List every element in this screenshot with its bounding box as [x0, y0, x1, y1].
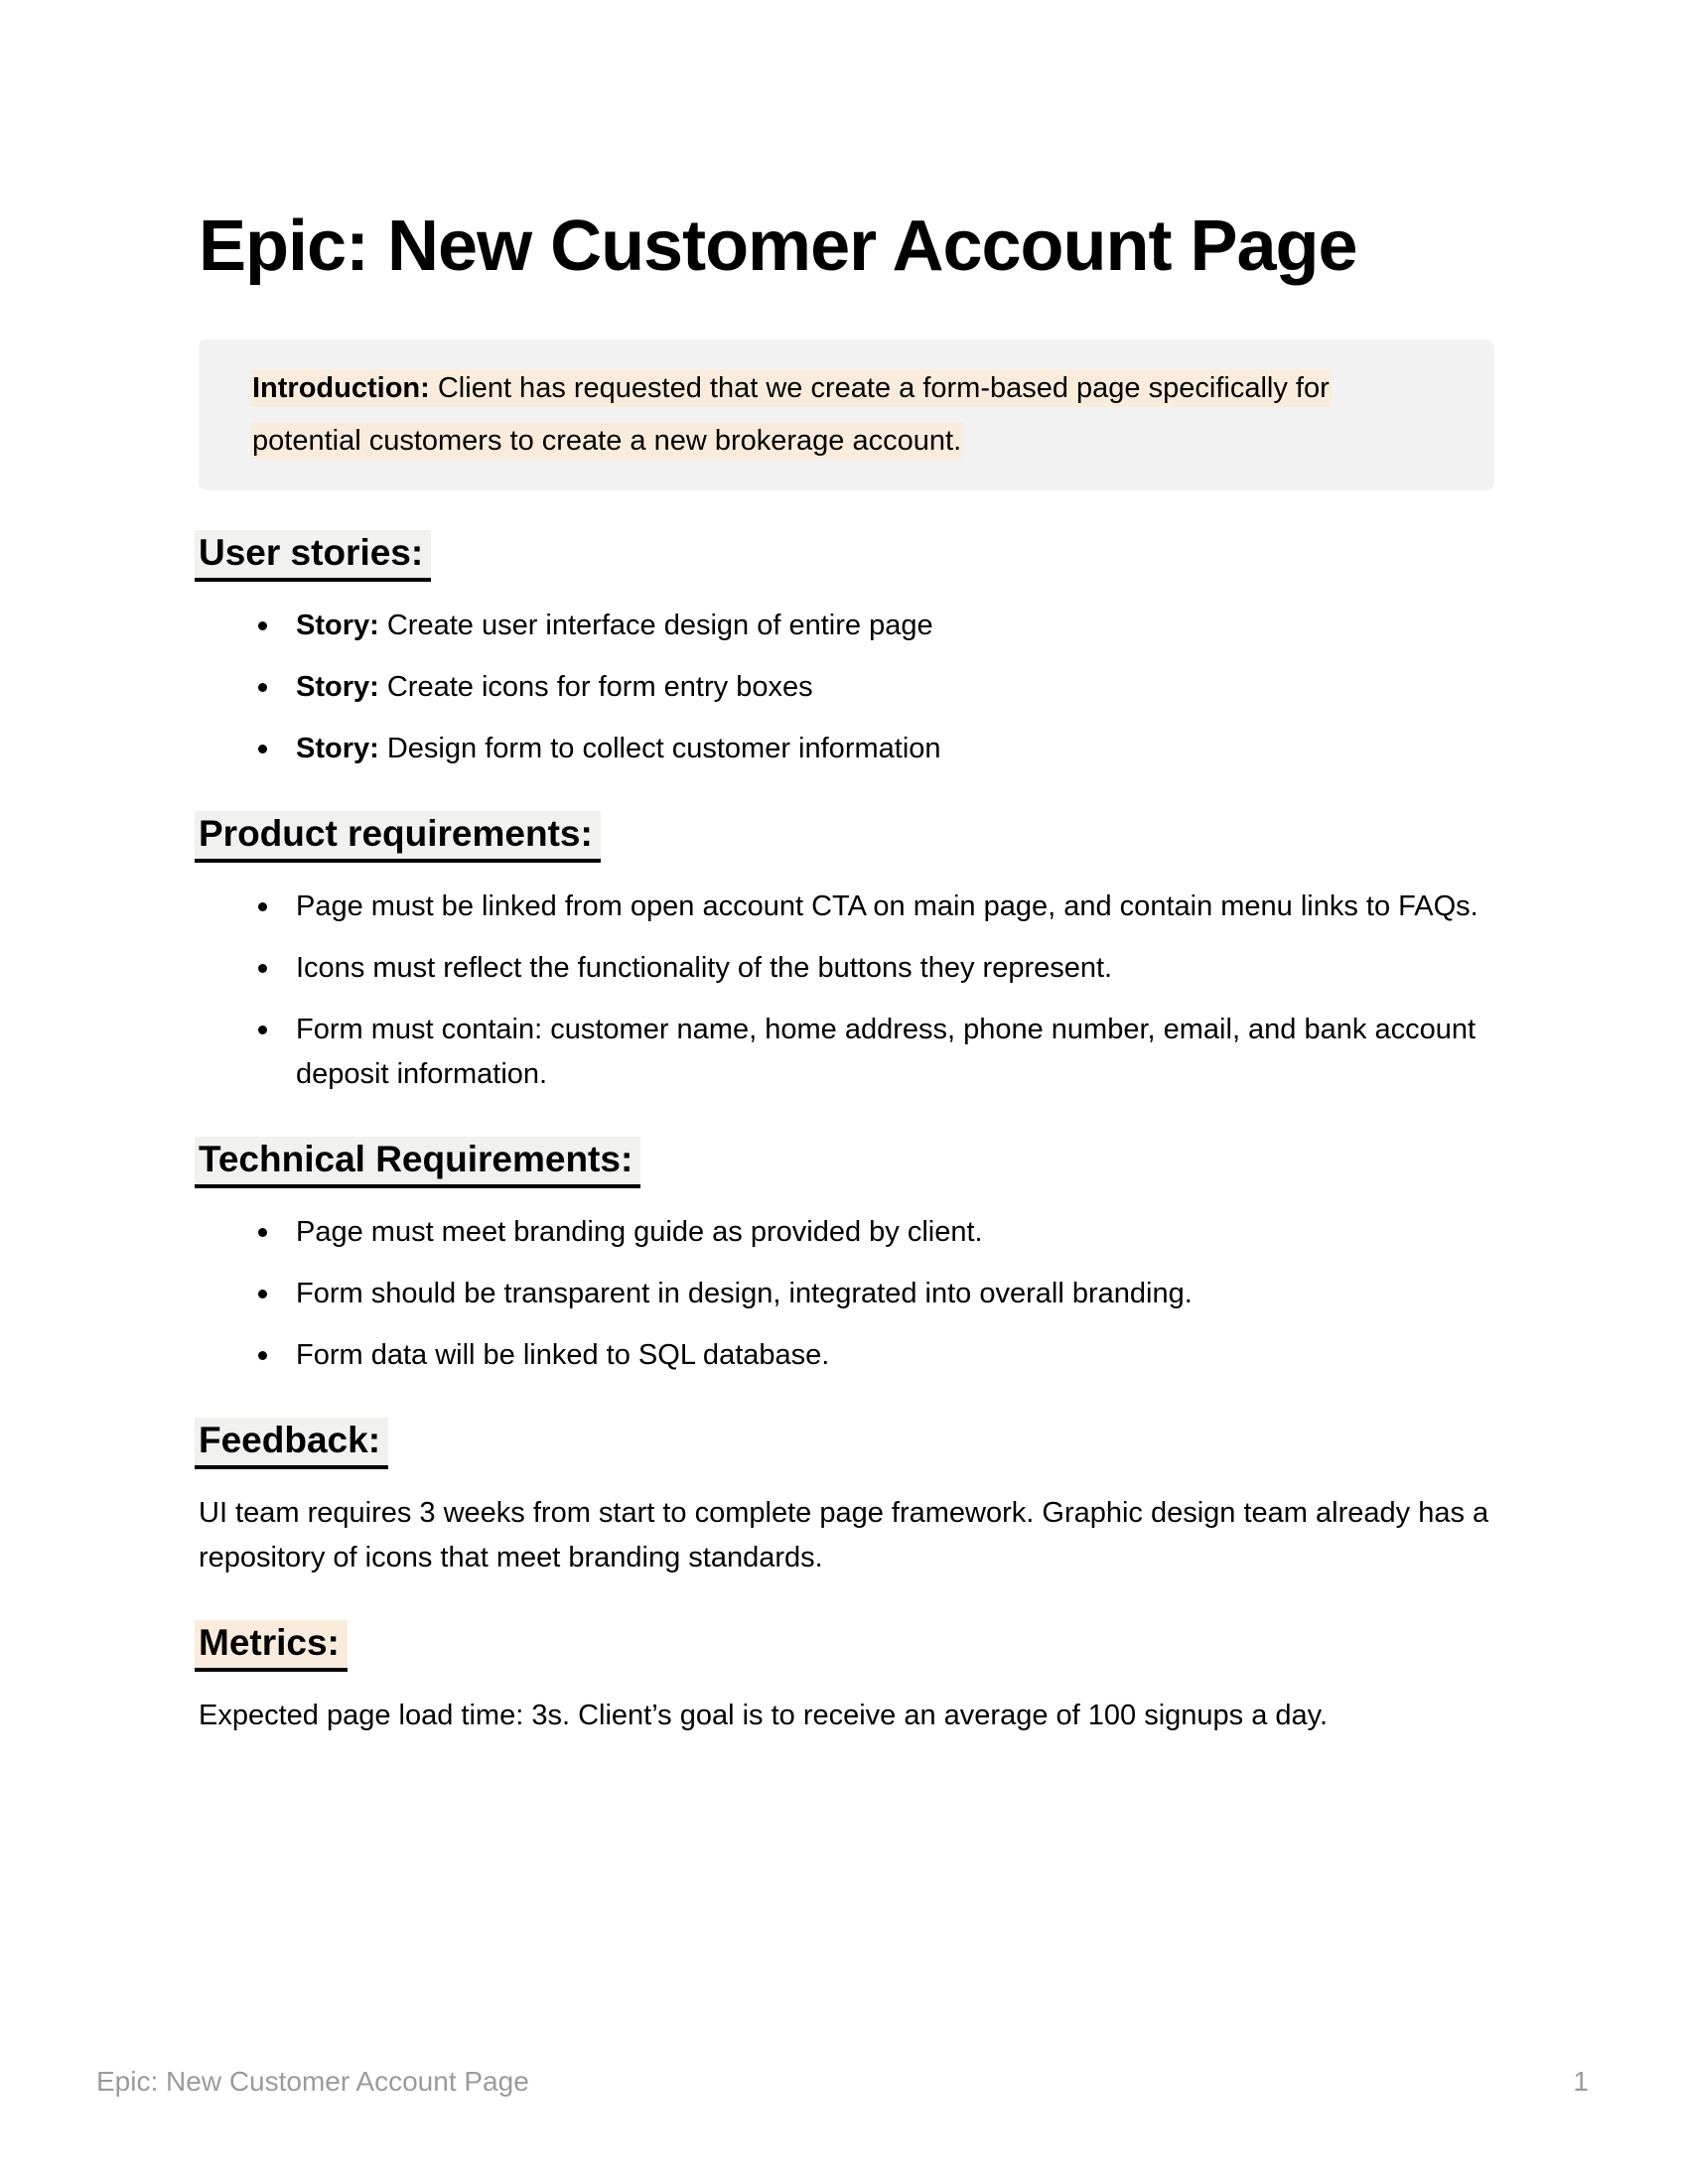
section-heading-user-stories: User stories: — [199, 530, 1494, 582]
page-footer — [96, 2065, 1589, 2099]
metrics-paragraph: Expected page load time: 3s. Client’s goal is to receive an average of 100 signups a day. — [199, 1700, 1329, 1731]
page-title: Epic: New Customer Account Page — [199, 206, 1357, 286]
list-item — [199, 885, 1494, 929]
list-item — [199, 1272, 1494, 1316]
item-label: Story: — [296, 610, 379, 641]
intro-callout — [199, 340, 1494, 490]
footer-page-number: 1 — [1573, 2066, 1589, 2097]
feedback-paragraph: UI team requires 3 weeks from start to complete page framework. Graphic design team already has a repository of icons that meet branding standards. — [199, 1497, 1489, 1573]
item-text: Form should be transparent in design, integrated into overall branding. — [296, 1278, 1193, 1309]
item-text: Icons must reflect the functionality of the buttons they represent. — [296, 952, 1113, 984]
item-text: Form must contain: customer name, home address, phone number, email, and bank account deposit information. — [296, 1014, 1477, 1090]
section-heading-metrics: Metrics: — [199, 1620, 1494, 1672]
user-stories-list — [199, 604, 1494, 771]
list-item — [199, 1210, 1494, 1255]
item-text: Create icons for form entry boxes — [386, 671, 813, 703]
document-content — [199, 0, 1494, 1738]
intro-paragraph — [250, 362, 1443, 468]
section-heading-technical-requirements: Technical Requirements: — [199, 1137, 1494, 1188]
list-item — [199, 727, 1494, 771]
item-label: Story: — [296, 733, 379, 764]
item-text: Form data will be linked to SQL database. — [296, 1339, 830, 1371]
intro-highlight — [250, 369, 1332, 460]
technical-requirements-list — [199, 1210, 1494, 1378]
list-item — [199, 665, 1494, 710]
item-text: Design form to collect customer information — [386, 733, 941, 764]
item-text: Page must meet branding guide as provided by client. — [296, 1216, 983, 1248]
list-item — [199, 1333, 1494, 1378]
intro-text: Client has requested that we create a form-based page specifically for potential customers to create a new brokerage account. — [252, 372, 1330, 457]
section-heading-feedback: Feedback: — [199, 1418, 1494, 1469]
list-item — [199, 604, 1494, 648]
intro-label: Introduction: — [252, 372, 430, 404]
product-requirements-list — [199, 885, 1494, 1097]
footer-title: Epic: New Customer Account Page — [96, 2066, 529, 2097]
item-text: Create user interface design of entire page — [386, 610, 933, 641]
item-label: Story: — [296, 671, 379, 703]
section-heading-product-requirements: Product requirements: — [199, 811, 1494, 863]
list-item — [199, 946, 1494, 991]
list-item — [199, 1008, 1494, 1097]
item-text: Page must be linked from open account CTA on main page, and contain menu links to FAQs. — [296, 890, 1478, 922]
